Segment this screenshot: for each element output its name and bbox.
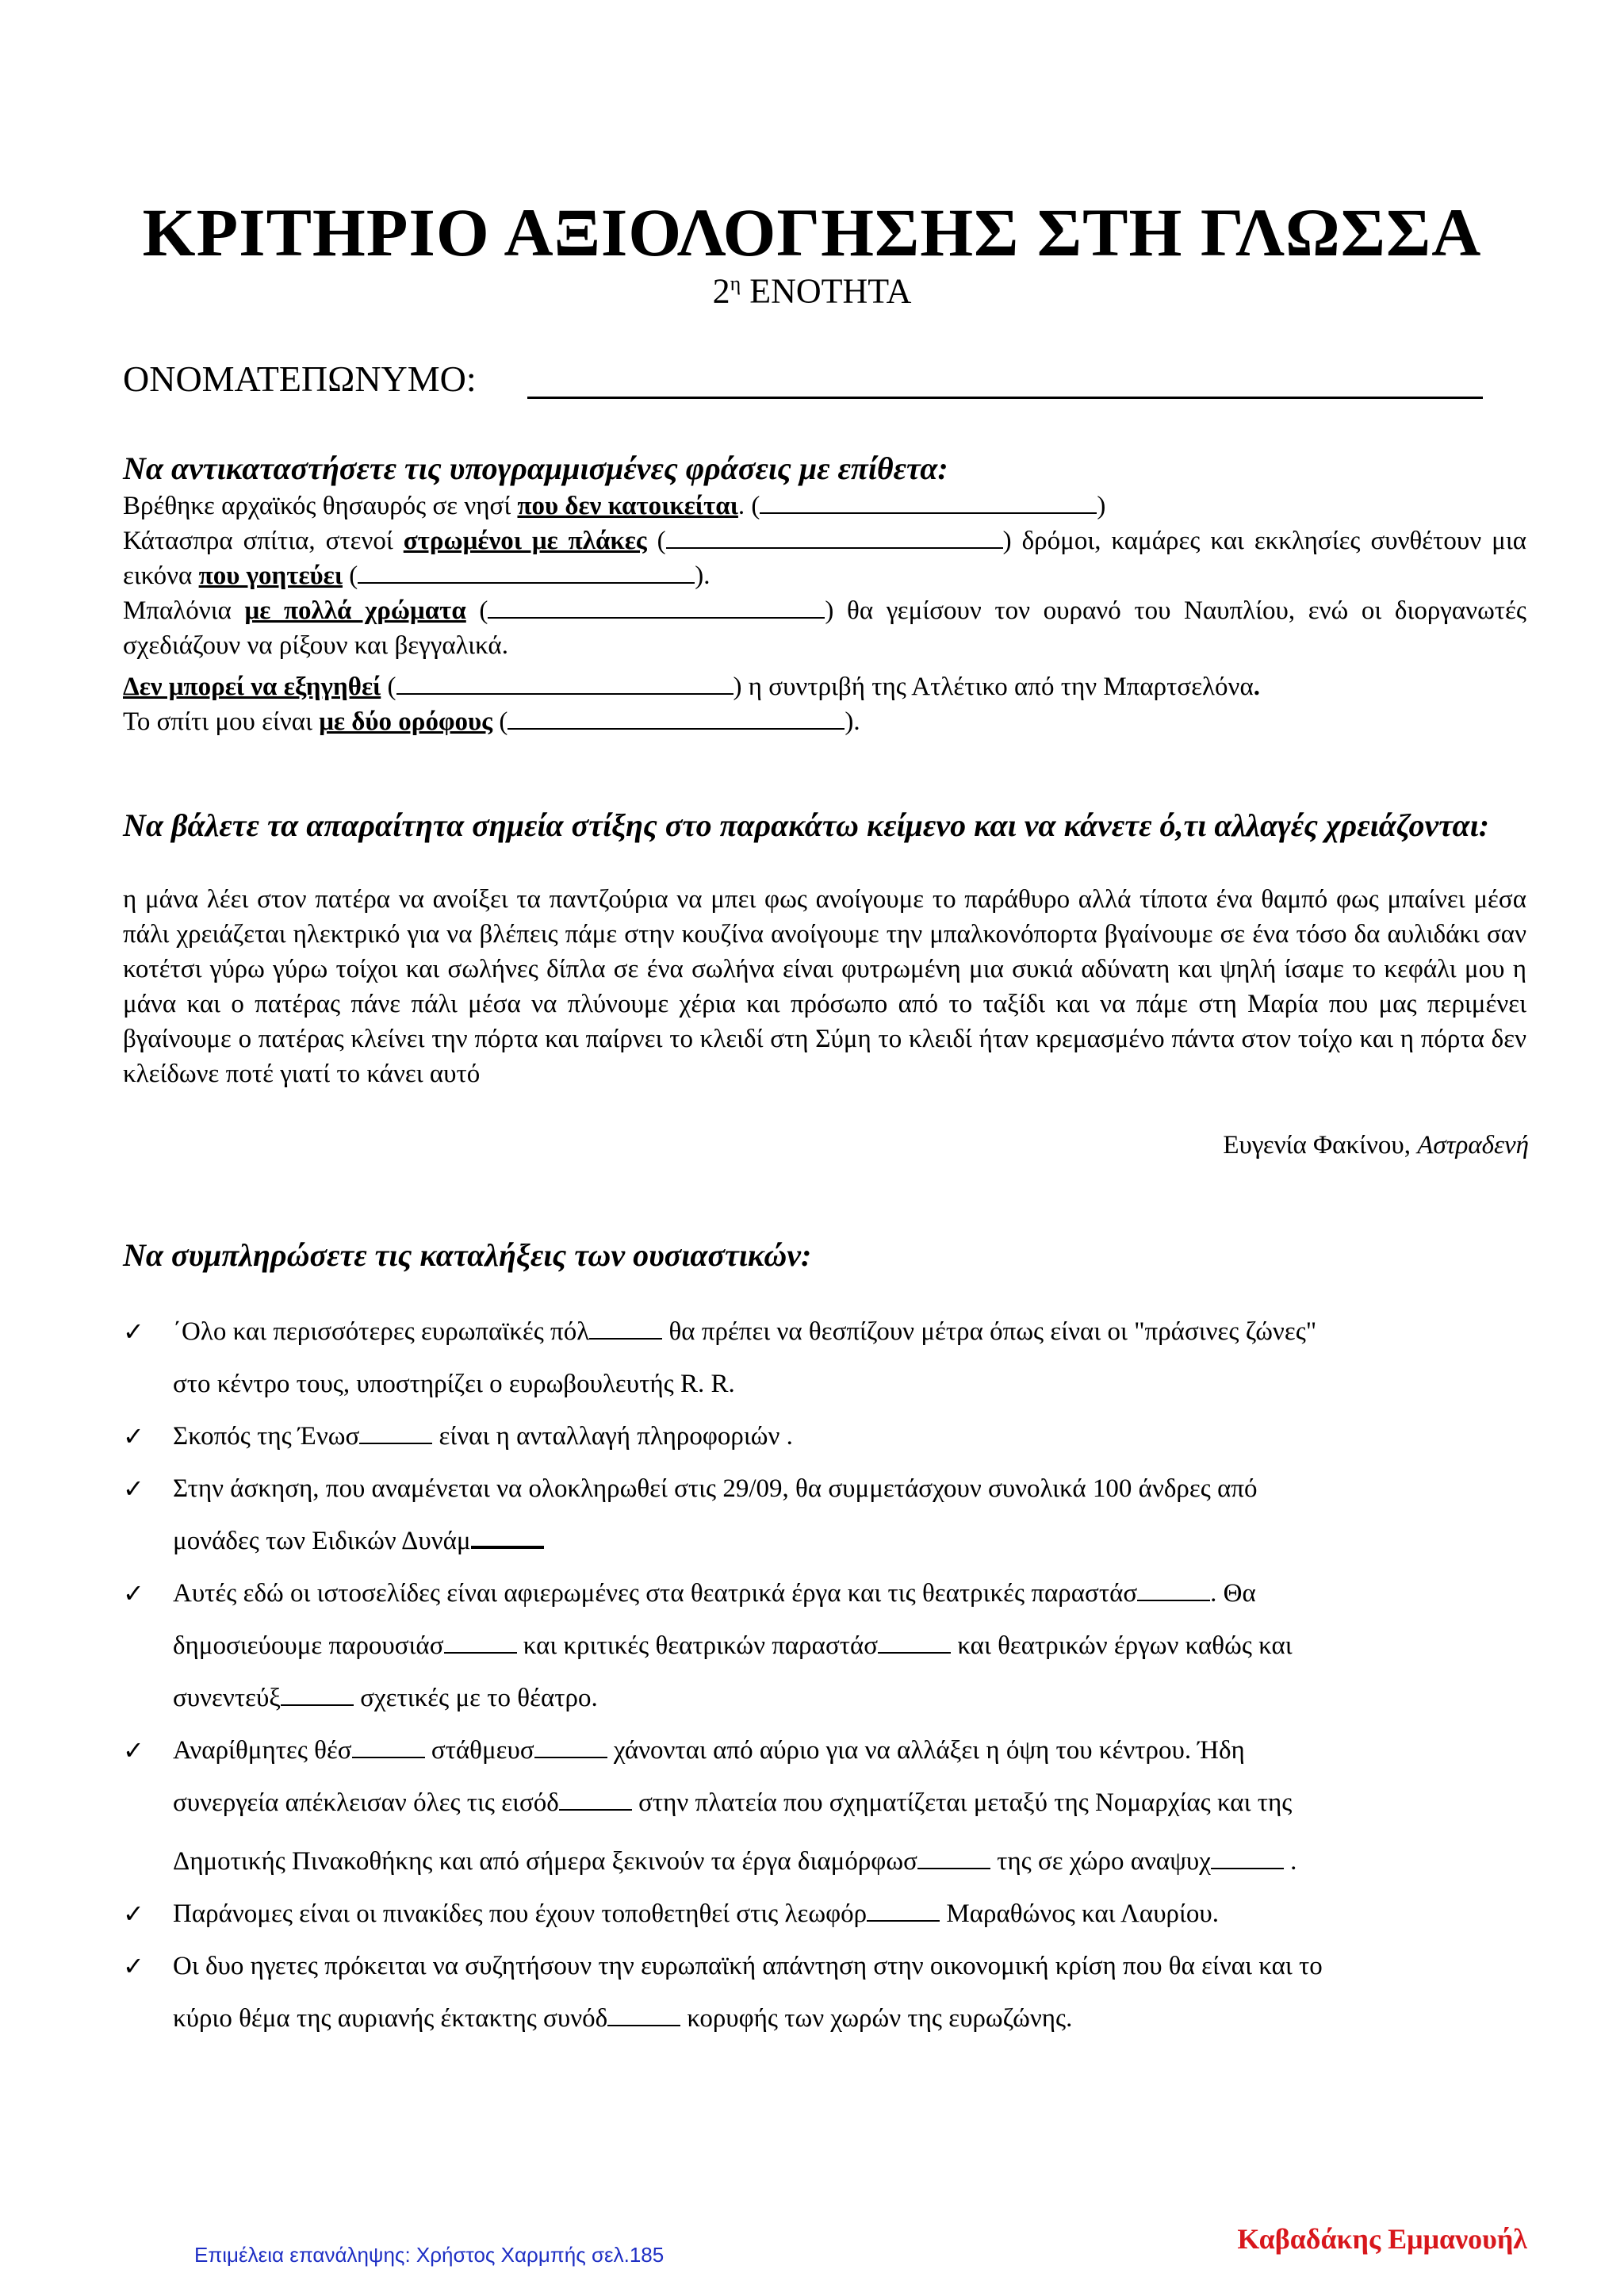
- section1-body: [123, 489, 1526, 739]
- checkmark-icon: ✓: [123, 1899, 144, 1929]
- section3-heading: Να συμπληρώσετε τις καταλήξεις των ουσιαστικών:: [123, 1237, 812, 1273]
- unit-label: ΕΝΟΤΗΤΑ: [749, 271, 912, 311]
- section2-body: [123, 882, 1526, 1091]
- endings-list: [123, 1305, 1526, 2045]
- ending-blank[interactable]: [281, 1684, 354, 1706]
- text-citation: [1223, 1128, 1529, 1163]
- list-item: ✓ Οι δυο ηγετες πρόκειται να συζητήσουν την ευρωπαϊκή απάντηση στην οικονομική κρίση που θα είναι και το κύριο θέμα της αυριανής έκτακτης συνόδ κορυφής των χωρών της ευρωζώνης.: [123, 1940, 1526, 2045]
- underlined-phrase: που δεν κατοικείται: [517, 492, 738, 520]
- ending-blank[interactable]: [878, 1631, 951, 1654]
- sentence-4: Δεν μπορεί να εξηγηθεί ( ) η συντριβή της Ατλέτικο από την Μπαρτσελόνα.: [123, 673, 1261, 701]
- ending-blank[interactable]: [534, 1736, 607, 1758]
- unit-superscript: η: [730, 272, 741, 295]
- checkmark-icon: ✓: [123, 1951, 144, 1981]
- list-item: ✓ Στην άσκηση, που αναμένεται να ολοκληρωθεί στις 29/09, θα συμμετάσχουν συνολικά 100 άνδρες από μονάδες των Ειδικών Δυνάμ: [123, 1462, 1526, 1567]
- underlined-phrase: που γοητεύει: [198, 562, 343, 590]
- ending-blank[interactable]: [917, 1847, 990, 1869]
- footer-credit: Επιμέλεια επανάληψης: Χρήστος Χαρμπής σελ.185: [194, 2243, 665, 2267]
- checkmark-icon: ✓: [123, 1317, 144, 1347]
- checkmark-icon: ✓: [123, 1578, 144, 1608]
- section2-heading: Να βάλετε τα απαραίτητα σημεία στίξης στο παρακάτω κείμενο και να κάνετε ό,τι αλλαγές χρειάζονται:: [123, 807, 1490, 843]
- answer-blank[interactable]: [760, 490, 1097, 514]
- underlined-phrase: Δεν μπορεί να εξηγηθεί: [123, 673, 381, 701]
- sentence-2: Κάτασπρα σπίτια, στενοί στρωμένοι με πλάκες ( ) δρόμοι, καμάρες και εκκλησίες συνθέτουν μια εικόνα που γοητεύει ( ).: [123, 527, 1526, 590]
- unpunctuated-text: η μάνα λέει στον πατέρα να ανοίξει τα παντζούρια να μπει φως ανοίγουμε το παράθυρο αλλά τίποτα ένα θαμπό φως μπαίνει μέσα πάλι χρειάζεται ηλεκτρικό για να βλέπεις πάμε στην κουζίνα ανοίγουμε την μπαλκονόπορτα βγαίνουμε σε ένα τόσο δα αυλιδάκι σαν κοτέτσι γύρω γύρω τοίχοι και σωλήνες δίπλα σε ένα σωλήνα είναι φυτρωμένη μια συκιά αδύνατη και ψηλή ίσαμε το κεφάλι μου η μάνα και ο πατέρας πάνε πάλι μέσα να πλύνουμε χέρια και πρόσωπο από το ταξίδι και να πάμε στη Μαρία που μας περιμένει βγαίνουμε ο πατέρας κλείνει την πόρτα και παίρνει το κλειδί στη Σύμη το κλειδί ήταν κρεμασμένο πάντα στον τοίχο και η πόρτα δεν κλείδωνε ποτέ γιατί το κάνει αυτό: [123, 885, 1526, 1088]
- ending-blank[interactable]: [1211, 1847, 1284, 1869]
- ending-blank[interactable]: [1137, 1579, 1210, 1601]
- underlined-phrase: στρωμένοι με πλάκες: [403, 527, 647, 555]
- section1-heading: Να αντικαταστήσετε τις υπογραμμισμένες φράσεις με επίθετα:: [123, 450, 948, 486]
- checkmark-icon: ✓: [123, 1474, 144, 1504]
- ending-blank[interactable]: [559, 1788, 632, 1811]
- unit-number: 2: [712, 271, 730, 311]
- ending-blank[interactable]: [444, 1631, 517, 1654]
- answer-blank[interactable]: [358, 560, 695, 584]
- ending-blank[interactable]: [352, 1736, 425, 1758]
- checkmark-icon: ✓: [123, 1421, 144, 1451]
- answer-blank[interactable]: [488, 595, 825, 619]
- sentence-1: Βρέθηκε αρχαϊκός θησαυρός σε νησί που δεν κατοικείται. ( ): [123, 492, 1106, 520]
- ending-blank[interactable]: [471, 1525, 544, 1549]
- footer-author: Καβαδάκης Εμμανουήλ: [1237, 2223, 1527, 2255]
- ending-blank[interactable]: [867, 1899, 940, 1922]
- page-title: ΚΡΙΤΗΡΙΟ ΑΞΙΟΛΟΓΗΣΗΣ ΣΤΗ ΓΛΩΣΣΑ: [142, 194, 1482, 270]
- citation-book: Αστραδενή: [1417, 1131, 1529, 1159]
- sentence-3: Μπαλόνια με πολλά χρώματα ( ) θα γεμίσουν τον ουρανό του Ναυπλίου, ενώ οι διοργανωτές σχεδιάζουν να ρίξουν και βεγγαλικά.: [123, 596, 1526, 660]
- ending-blank[interactable]: [589, 1317, 662, 1340]
- ending-blank[interactable]: [359, 1422, 432, 1444]
- list-item: ✓ ΄Ολο και περισσότερες ευρωπαϊκές πόλ θα πρέπει να θεσπίζουν μέτρα όπως είναι οι "πράσινες ζώνες" στο κέντρο τους, υποστηρίζει ο ευρωβουλευτής R. R.: [123, 1305, 1526, 1410]
- list-item: ✓ Παράνομες είναι οι πινακίδες που έχουν τοποθετηθεί στις λεωφόρ Μαραθώνος και Λαυρίου.: [123, 1888, 1526, 1940]
- answer-blank[interactable]: [666, 525, 1003, 549]
- checkmark-icon: ✓: [123, 1735, 144, 1765]
- answer-blank[interactable]: [508, 706, 845, 730]
- name-label: ΟΝΟΜΑΤΕΠΩΝΥΜΟ:: [123, 358, 477, 399]
- citation-author: Ευγενία Φακίνου,: [1223, 1131, 1418, 1159]
- answer-blank[interactable]: [396, 671, 733, 695]
- list-item: ✓ Αυτές εδώ οι ιστοσελίδες είναι αφιερωμένες στα θεατρικά έργα και τις θεατρικές παραστάσ . Θα δημοσιεύουμε παρουσιάσ και κριτικές θεατρικών παραστάσ και θεατρικών έργων καθώς και συνεντεύξ σχετικές με το θέατρο.: [123, 1567, 1526, 1724]
- underlined-phrase: με δύο ορόφους: [319, 707, 493, 736]
- ending-blank[interactable]: [607, 2004, 680, 2026]
- sentence-5: Το σπίτι μου είναι με δύο ορόφους ( ).: [123, 707, 860, 736]
- unit-subtitle: [0, 271, 1624, 311]
- list-item: ✓ Αναρίθμητες θέσ στάθμευσ χάνονται από αύριο για να αλλάξει η όψη του κέντρου. Ήδη συνεργεία απέκλεισαν όλες τις εισόδ στην πλατεία που σχηματίζεται μεταξύ της Νομαρχίας και της Δημοτικής Πινακοθήκης και από σήμερα ξεκινούν τα έργα διαμόρφωσ της σε χώρο αναψυχ .: [123, 1724, 1526, 1888]
- underlined-phrase: με πολλά χρώματα: [244, 596, 466, 625]
- list-item: ✓ Σκοπός της Ένωσ είναι η ανταλλαγή πληροφοριών .: [123, 1410, 1526, 1462]
- name-field[interactable]: [527, 397, 1483, 399]
